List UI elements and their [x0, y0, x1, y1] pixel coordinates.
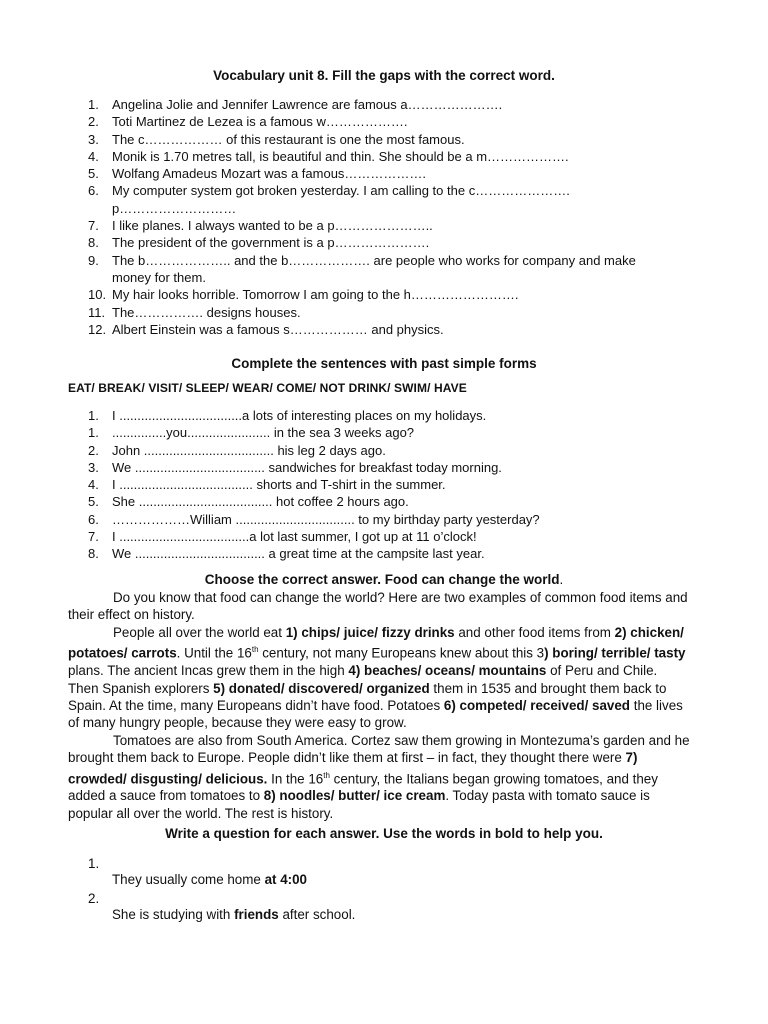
food-text	[68, 589, 690, 822]
item-text: Toti Martinez de Lezea is a famous w……………….	[112, 114, 408, 130]
item-text: John .................................... his leg 2 days ago.	[112, 442, 386, 458]
list-item	[68, 96, 712, 113]
list-item	[68, 493, 540, 510]
item-number: 1.	[88, 408, 99, 423]
paragraph-3: Tomatoes are also from South America. Cortez saw them growing in Montezuma’s garden and he brought them back to Europe. People didn’t like them at first – in fact, they thought there were 7) crowded/ disgusting/ delicious. In the 16th century, the Italians began growing tomatoes, and they added a sauce from tomatoes to 8) noodles/ butter/ ice cream. Today pasta with tomato sauce is popular all over the world. The rest is history.	[68, 732, 690, 821]
section3-title: Choose the correct answer. Food can change the world.	[204, 572, 564, 587]
list-item	[68, 131, 712, 148]
answer-1: They usually come home at 4:00	[112, 872, 308, 887]
list-item	[68, 165, 712, 182]
list-item	[68, 528, 540, 545]
section2-title: Complete the sentences with past simple forms	[231, 356, 537, 371]
list-item	[68, 113, 712, 130]
item-text: Monik is 1.70 metres tall, is beautiful and thin. She should be a m……………….	[112, 148, 569, 164]
item-text: We .................................... a great time at the campsite last year.	[112, 546, 485, 562]
item-number: 7.	[88, 529, 99, 545]
question-2-number: 2.	[88, 891, 100, 906]
item-text: The b……………….. and the b………………. are people who works for company and make	[112, 252, 636, 268]
list-item	[68, 148, 712, 165]
list-item	[68, 476, 540, 493]
item-number: 4.	[88, 148, 99, 164]
item-text: We .................................... sandwiches for breakfast today morning.	[112, 459, 502, 475]
list-item	[68, 459, 540, 476]
item-text: My hair looks horrible. Tomorrow I am going to the h…………………….	[112, 287, 519, 303]
item-text: I like planes. I always wanted to be a p…………………..	[112, 218, 433, 234]
list-item	[68, 442, 540, 459]
item-number: 2.	[88, 442, 99, 458]
item-text: I ..................................... shorts and T-shirt in the summer.	[112, 477, 446, 493]
item-number: 3.	[88, 459, 99, 475]
item-number: 11.	[88, 304, 106, 320]
verb-list: EAT/ BREAK/ VISIT/ SLEEP/ WEAR/ COME/ NOT DRINK/ SWIM/ HAVE	[68, 381, 467, 395]
item-number: 1.	[88, 97, 99, 112]
list-item	[68, 252, 712, 287]
list-item	[68, 182, 712, 217]
item-number: 5.	[88, 166, 99, 182]
item-number: 9.	[88, 252, 99, 268]
item-continuation: money for them.	[112, 269, 206, 285]
item-number: 4.	[88, 477, 99, 493]
item-number: 8.	[88, 546, 99, 562]
item-number: 3.	[88, 131, 99, 147]
vocabulary-list	[68, 96, 712, 338]
item-text: Albert Einstein was a famous s……………… and physics.	[112, 321, 444, 337]
list-item	[68, 234, 712, 251]
paragraph-1: Do you know that food can change the world? Here are two examples of common food items and their effect on history.	[68, 590, 688, 623]
item-text: I ..................................a lots of interesting places on my holidays.	[112, 408, 487, 423]
item-number: 8.	[88, 235, 99, 251]
list-item	[68, 511, 540, 528]
section4-title: Write a question for each answer. Use the words in bold to help you.	[165, 826, 603, 841]
item-number: 6.	[88, 183, 99, 199]
section1-title: Vocabulary unit 8. Fill the gaps with the correct word.	[213, 68, 555, 83]
item-text: Wolfang Amadeus Mozart was a famous……………….	[112, 166, 427, 182]
item-text: ………………William ................................. to my birthday party yesterday?	[112, 511, 540, 527]
item-text: The president of the government is a p………………….	[112, 235, 430, 251]
item-number: 10.	[88, 287, 107, 303]
list-item	[68, 407, 540, 424]
item-number: 6.	[88, 511, 99, 527]
item-text: Angelina Jolie and Jennifer Lawrence are famous a………………….	[112, 97, 503, 112]
item-text: The c……………… of this restaurant is one the most famous.	[112, 131, 465, 147]
item-number: 1.	[88, 425, 99, 441]
list-item	[68, 286, 712, 303]
list-item	[68, 424, 540, 441]
item-text: My computer system got broken yesterday. I am calling to the c………………….	[112, 183, 570, 199]
paragraph-2: People all over the world eat 1) chips/ juice/ fizzy drinks and other food items from 2) chicken/ potatoes/ carrots. Until the 16th century, not many Europeans knew about this 3) boring/ terrible/ tasty plans. The ancient Incas grew them in the high 4) beaches/ oceans/ mountains of Peru and Chile. Then Spanish explorers 5) donated/ discovered/ organized them in 1535 and brought them back to Spain. At the time, many Europeans didn’t have food. Potatoes 6) competed/ received/ saved the lives of many hungry people, because they were easy to grow.	[68, 624, 686, 731]
list-item	[68, 545, 540, 562]
question-1-number: 1.	[88, 856, 100, 871]
item-continuation: p………………………	[112, 200, 237, 216]
item-text: She ..................................... hot coffee 2 hours ago.	[112, 494, 409, 510]
item-number: 7.	[88, 218, 99, 234]
item-number: 2.	[88, 114, 99, 130]
list-item	[68, 321, 712, 338]
list-item	[68, 304, 712, 321]
item-number: 5.	[88, 494, 99, 510]
past-simple-list	[68, 407, 540, 563]
item-text: ...............you....................... in the sea 3 weeks ago?	[112, 425, 415, 441]
item-text: The……………. designs houses.	[112, 304, 301, 320]
item-number: 12.	[88, 321, 107, 337]
answer-2: She is studying with friends after school.	[112, 907, 356, 922]
list-item	[68, 217, 712, 234]
item-text: I ....................................a lot last summer, I got up at 11 o’clock!	[112, 529, 477, 545]
